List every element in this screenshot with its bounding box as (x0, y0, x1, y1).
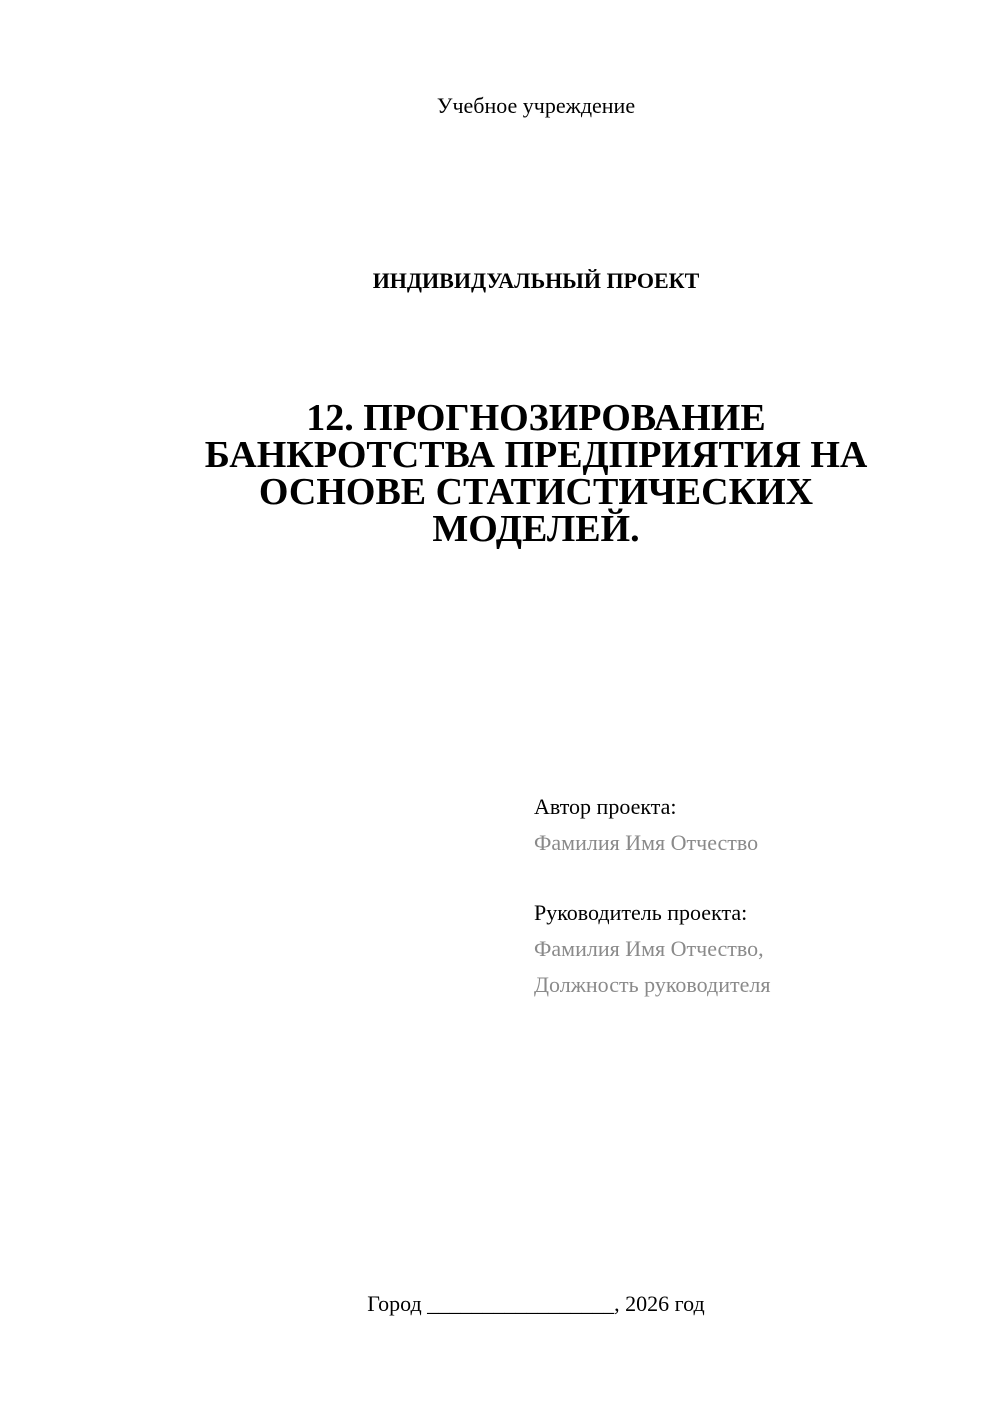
project-title-line: ОСНОВЕ СТАТИСТИЧЕСКИХ (258, 471, 814, 513)
signature-section (534, 789, 974, 1003)
document-type-label: ИНДИВИДУАЛЬНЫЙ ПРОЕКТ (372, 268, 700, 293)
city-year-line: Город _________________, 2026 год (367, 1291, 705, 1316)
project-title (186, 397, 886, 550)
supervisor-label: Руководитель проекта: (534, 900, 748, 925)
author-block (534, 789, 974, 861)
project-title-line: МОДЕЛЕЙ. (432, 508, 640, 550)
project-title-line: 12. ПРОГНОЗИРОВАНИЕ (306, 397, 766, 439)
institution-name: Учебное учреждение (436, 93, 636, 118)
project-title-line: БАНКРОТСТВА ПРЕДПРИЯТИЯ НА (204, 434, 868, 476)
supervisor-block (534, 895, 974, 1003)
author-label: Автор проекта: (534, 794, 677, 819)
author-name-placeholder: Фамилия Имя Отчество (534, 830, 759, 855)
supervisor-position-placeholder: Должность руководителя (534, 972, 771, 997)
supervisor-name-placeholder: Фамилия Имя Отчество, (534, 936, 764, 961)
